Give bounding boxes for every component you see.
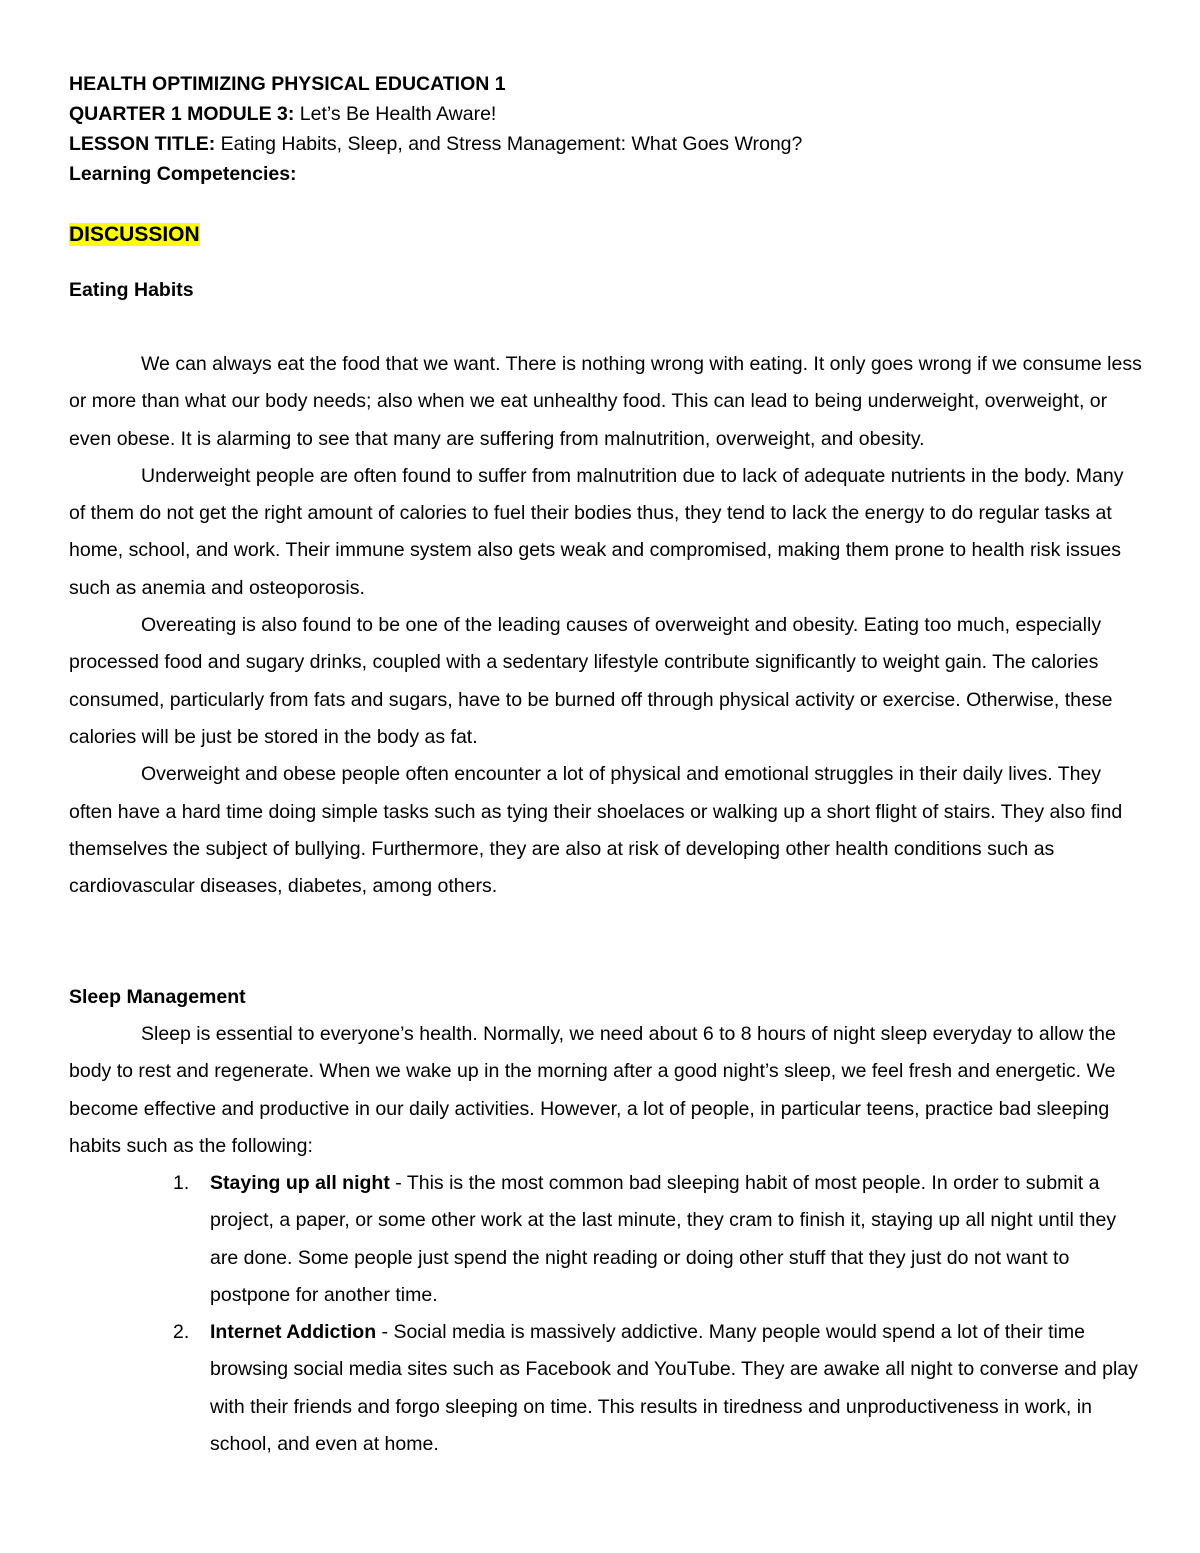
lesson-line — [69, 129, 1149, 159]
module-label: QUARTER 1 MODULE 3: — [69, 103, 295, 125]
eating-habits-body — [69, 346, 1144, 905]
list-item-number: 1. — [173, 1172, 190, 1194]
document-header — [69, 69, 1149, 189]
sleep-management-body — [69, 1016, 1144, 1165]
list-item-term: Staying up all night — [210, 1172, 390, 1194]
course-title: HEALTH OPTIMIZING PHYSICAL EDUCATION 1 — [69, 73, 506, 95]
list-item-description: - This is the most common bad sleeping habit of most people. In order to submit a project, a paper, or some other work at the last minute, they cram to finish it, staying up all night until they are done. Some people just spend the night reading or doing other stuff that they just do not want to postpone for another time. — [210, 1172, 1117, 1306]
discussion-heading-block — [68, 222, 201, 248]
eating-habits-title: Eating Habits — [69, 279, 194, 301]
module-line — [69, 99, 1149, 129]
course-title-line — [69, 69, 1149, 99]
list-item-description: - Social media is massively addictive. Many people would spend a lot of their time browsing social media sites such as Facebook and YouTube. They are awake all night to converse and play with their friends and forgo sleeping on time. This results in tiredness and unproductiveness in work, in school, and even at home. — [210, 1321, 1138, 1456]
list-item-term: Internet Addiction — [210, 1321, 377, 1344]
eating-habits-paragraph-1: We can always eat the food that we want. There is nothing wrong with eating. It only goes wrong if we consume less or more than what our body needs; also when we eat unhealthy food. This can lead to being underweight, overweight, or even obese. It is alarming to see that many are suffering from malnutrition, overweight, and obesity. — [69, 353, 1142, 450]
sleep-management-title: Sleep Management — [69, 986, 246, 1008]
eating-habits-paragraph-4: Overweight and obese people often encounter a lot of physical and emotional struggles in their daily lives. They often have a hard time doing simple tasks such as tying their shoelaces or walking up a short flight of stairs. They also find themselves the subject of bullying. Furthermore, they are also at risk of developing other health conditions such as cardiovascular diseases, diabetes, among others. — [69, 763, 1123, 898]
lesson-value: Eating Habits, Sleep, and Stress Management: What Goes Wrong? — [220, 133, 803, 155]
competencies-line — [69, 159, 1149, 189]
list-item — [69, 1165, 1144, 1314]
eating-habits-paragraph-3: Overeating is also found to be one of the leading causes of overweight and obesity. Eating too much, especially processed food and sugary drinks, coupled with a sedentary lifestyle contribute significantly to weight gain. The calories consumed, particularly from fats and sugars, have to be burned off through physical activity or exercise. Otherwise, these calories will be just be stored in the body as fat. — [69, 614, 1113, 748]
eating-habits-paragraph-2: Underweight people are often found to suffer from malnutrition due to lack of adequate nutrients in the body. Many of them do not get the right amount of calories to fuel their bodies thus, they tend to lack the energy to do regular tasks at home, school, and work. Their immune system also gets weak and compromised, making them prone to health risk issues such as anemia and osteoporosis. — [69, 464, 1124, 599]
lesson-label: LESSON TITLE: — [69, 133, 216, 155]
bad-sleeping-habits-list — [69, 1165, 1144, 1463]
sleep-management-intro: Sleep is essential to everyone’s health. Normally, we need about 6 to 8 hours of night sleep everyday to allow the body to rest and regenerate. When we wake up in the morning after a good night’s sleep, we feel fresh and energetic. We become effective and productive in our daily activities. However, a lot of people, in particular teens, practice bad sleeping habits such as the following: — [69, 1023, 1116, 1157]
competencies-label: Learning Competencies: — [69, 163, 297, 185]
list-item — [69, 1314, 1144, 1463]
discussion-heading: DISCUSSION — [69, 223, 200, 246]
list-item-number: 2. — [173, 1321, 190, 1344]
module-value: Let’s Be Health Aware! — [299, 103, 497, 125]
